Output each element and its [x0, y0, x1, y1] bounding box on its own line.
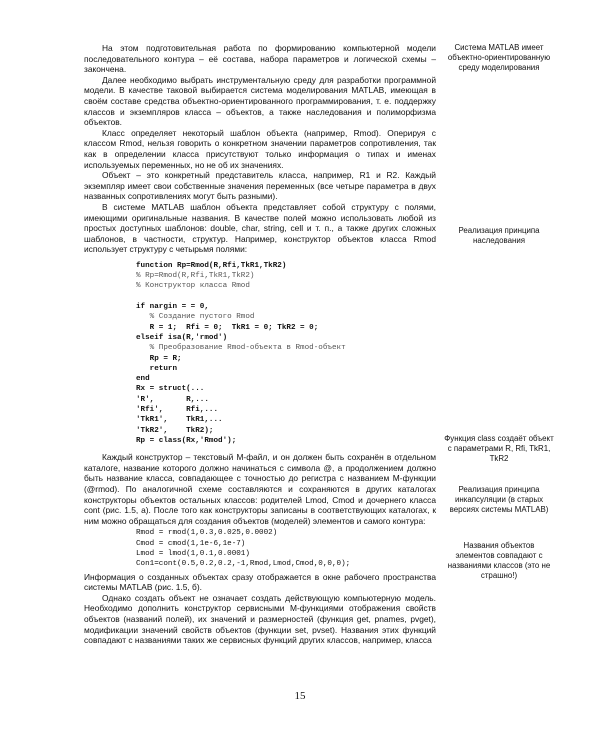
code-line: R = 1; Rfi = 0; TkR1 = 0; TkR2 = 0; [136, 323, 319, 332]
code-listing-rmod [136, 261, 436, 446]
code-line [136, 292, 436, 302]
code-line: Rp = class(Rx,'Rmod'); [136, 436, 237, 445]
paragraph-4: Объект – это конкретный представитель класса, например, R1 и R2. Каждый экземпляр имеет свои собственные значения переменных (все четыре параметра в двух названных сопротивлениях могут быть разными). [84, 170, 436, 202]
code-listing-objects [136, 528, 436, 569]
margin-note-inheritance: Реализация принципа наследования [458, 226, 540, 245]
code-line: elseif isa(R,'rmod') [136, 333, 228, 342]
paragraph-1: На этом подготовительная работа по формированию компьютерной модели последовательного контура – её состава, набора параметров и логической схемы – закончена. [84, 43, 436, 75]
paragraph-2: Далее необходимо выбрать инструментальную среду для разработки программной модели. В качестве таковой выбирается система моделирования MATLAB, имеющая в своём составе средства объектно-ориентированного программирования, т. е. поддержку классов и экземпляров класса – объектов, а также наследования и полиморфизма объектов. [84, 74, 436, 128]
code-line: % Rp=Rmod(R,Rfi,TkR1,TkR2) [136, 272, 255, 281]
paragraph-3: Класс определяет некоторый шаблон объекта (например, Rmod). Оперируя с классом Rmod, нельзя говорить о конкретном значении параметров сопротивления, так как в определении класса присутствуют только информация о типах и именах используемых переменных, но не об их значениях. [84, 127, 436, 170]
paragraph-5: В системе MATLAB шаблон объекта представляет собой структуру с полями, имеющими оригинальные названия. В качестве полей можно использовать любой из простых доступных шаблонов: double, char, string, cell и т. п., а также других сложных шаблонов, в частности, структур. Например, конструктор объектов класса Rmod использует структуру с четырьмя полями: [84, 201, 436, 255]
code-line: Rx = struct(... [136, 385, 205, 394]
margin-note-object-names: Названия объектов элементов совпадают с названиями классов (это не страшно!) [447, 541, 551, 580]
code-line: 'TkR2', TkR2); [136, 426, 214, 435]
code-line: function Rp=Rmod(R,Rfi,TkR1,TkR2) [136, 261, 287, 270]
margin-note-class-function: Функция class создаёт объект с параметрами R, Rfi, TkR1, TkR2 [444, 434, 554, 463]
code-line: 'Rfi', Rfi,... [136, 406, 219, 415]
code-line: Rp = R; [136, 354, 182, 363]
code-line: % Преобразование Rmod-объекта в Rmod-объект [136, 344, 346, 353]
code-line: 'R', R,... [136, 395, 209, 404]
margin-note-encapsulation: Реализация принципа инкапсуляции (в старых версиях системы MATLAB) [449, 485, 549, 514]
code-line: % Конструктор класса Rmod [136, 282, 250, 291]
page-number: 15 [294, 690, 306, 702]
margin-note-matlab-oop: Система MATLAB имеет объектно-ориентированную среду моделирования [447, 43, 551, 72]
code-line: Cmod = cmod(1,1e-6,1e-7) [136, 539, 246, 548]
code-line: 'TkR1', TkR1,... [136, 416, 223, 425]
code-line: Rmod = rmod(1,0.3,0.025,0.0002) [136, 529, 278, 538]
paragraph-6: Каждый конструктор – текстовый М-файл, и он должен быть сохранён в отдельном каталоге, название которого должно начинаться с символа @, а продолжением должно быть название класса, совпадающее с точностью до регистра с названием М-функции (@rmod). По аналогичной схеме составляются и сохраняются в других каталогах конструкторы объектов остальных классов: родителей Lmod, Cmod и дочернего класса cont (рис. 1.5, а). После того как конструкторы записаны в соответствующих каталогах, к ним можно обращаться для создания объектов (моделей) элементов и самого контура: [84, 452, 436, 526]
code-line: if nargin = = 0, [136, 303, 209, 312]
code-line: return [136, 364, 178, 373]
code-line: end [136, 375, 150, 384]
code-line: Con1=cont(0.5,0.2,0.2,-1,Rmod,Lmod,Cmod,0,0,0); [136, 560, 351, 569]
main-text-column [84, 43, 436, 646]
paragraph-8: Однако создать объект не означает создать действующую компьютерную модель. Необходимо дополнить конструктор сервисными М-функциями отображения свойств объектов (названий полей), их значений и размерностей (функция get, pnames, pvget), модификации значений свойств объектов (функции set, pvset). Названия этих функций совпадают с названиями таких же сервисных функций других классов, например, класса [84, 592, 436, 646]
paragraph-7: Информация о созданных объектах сразу отображается в окне рабочего пространства системы MATLAB (рис. 1.5, б). [84, 571, 436, 593]
code-line: Lmod = lmod(1,0.1,0.0001) [136, 549, 250, 558]
code-line: % Создание пустого Rmod [136, 313, 255, 322]
